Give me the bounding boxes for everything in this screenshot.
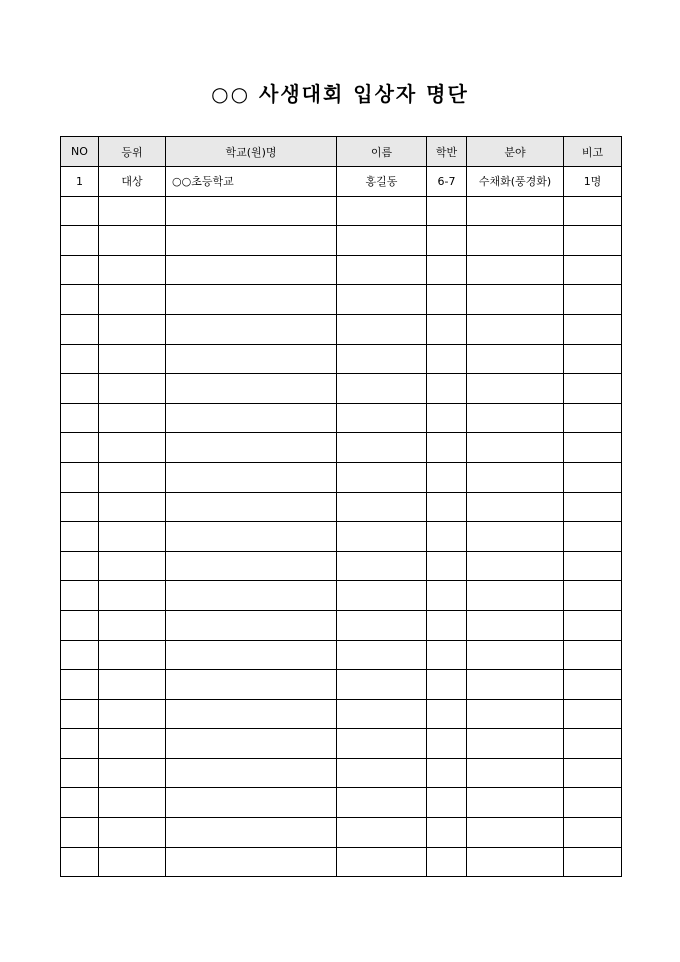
cell-no — [61, 818, 99, 848]
cell-rank — [99, 344, 166, 374]
cell-note — [564, 492, 622, 522]
cell-rank — [99, 374, 166, 404]
cell-school: ○○초등학교 — [166, 167, 337, 197]
cell-rank — [99, 551, 166, 581]
table-row — [61, 344, 622, 374]
cell-rank — [99, 729, 166, 759]
cell-rank — [99, 255, 166, 285]
cell-no — [61, 433, 99, 463]
table-row — [61, 462, 622, 492]
cell-note — [564, 818, 622, 848]
cell-no — [61, 729, 99, 759]
cell-category — [467, 403, 564, 433]
cell-no — [61, 374, 99, 404]
cell-school — [166, 492, 337, 522]
cell-school — [166, 758, 337, 788]
cell-category — [467, 314, 564, 344]
table-row — [61, 522, 622, 552]
cell-class — [427, 226, 467, 256]
table-row — [61, 226, 622, 256]
cell-no — [61, 344, 99, 374]
cell-class — [427, 847, 467, 877]
cell-note — [564, 462, 622, 492]
header-category: 분야 — [467, 137, 564, 167]
table-row — [61, 581, 622, 611]
cell-no — [61, 255, 99, 285]
header-rank: 등위 — [99, 137, 166, 167]
cell-school — [166, 285, 337, 315]
cell-category — [467, 670, 564, 700]
cell-note — [564, 670, 622, 700]
cell-school — [166, 433, 337, 463]
cell-name — [337, 285, 427, 315]
cell-school — [166, 729, 337, 759]
cell-school — [166, 788, 337, 818]
cell-rank — [99, 196, 166, 226]
cell-rank — [99, 226, 166, 256]
cell-class — [427, 374, 467, 404]
cell-school — [166, 818, 337, 848]
header-no: NO — [61, 137, 99, 167]
cell-class — [427, 729, 467, 759]
table-row — [61, 314, 622, 344]
cell-note — [564, 522, 622, 552]
cell-rank — [99, 522, 166, 552]
table-row — [61, 255, 622, 285]
table-row — [61, 758, 622, 788]
cell-rank — [99, 403, 166, 433]
header-class: 학반 — [427, 137, 467, 167]
cell-no — [61, 610, 99, 640]
cell-rank — [99, 285, 166, 315]
cell-school — [166, 344, 337, 374]
table-row — [61, 670, 622, 700]
cell-note — [564, 581, 622, 611]
cell-note — [564, 285, 622, 315]
cell-category — [467, 581, 564, 611]
cell-class — [427, 610, 467, 640]
cell-no — [61, 640, 99, 670]
cell-rank — [99, 492, 166, 522]
cell-class — [427, 788, 467, 818]
cell-class — [427, 640, 467, 670]
cell-name — [337, 847, 427, 877]
cell-category — [467, 729, 564, 759]
table-row — [61, 167, 622, 197]
cell-no — [61, 670, 99, 700]
cell-class — [427, 522, 467, 552]
cell-name — [337, 788, 427, 818]
cell-note — [564, 433, 622, 463]
cell-name — [337, 699, 427, 729]
cell-rank — [99, 818, 166, 848]
cell-name: 홍길동 — [337, 167, 427, 197]
table-row — [61, 196, 622, 226]
cell-note — [564, 788, 622, 818]
cell-category — [467, 462, 564, 492]
cell-note — [564, 344, 622, 374]
cell-note — [564, 226, 622, 256]
cell-school — [166, 374, 337, 404]
cell-no — [61, 758, 99, 788]
cell-school — [166, 699, 337, 729]
cell-school — [166, 314, 337, 344]
cell-category — [467, 522, 564, 552]
cell-name — [337, 374, 427, 404]
cell-name — [337, 226, 427, 256]
cell-class: 6-7 — [427, 167, 467, 197]
cell-class — [427, 581, 467, 611]
table-row — [61, 847, 622, 877]
cell-note — [564, 847, 622, 877]
cell-name — [337, 522, 427, 552]
table-row — [61, 610, 622, 640]
cell-name — [337, 403, 427, 433]
cell-name — [337, 670, 427, 700]
page-title: ○○ 사생대회 입상자 명단 — [211, 82, 469, 106]
cell-no — [61, 196, 99, 226]
cell-rank — [99, 847, 166, 877]
cell-category: 수채화(풍경화) — [467, 167, 564, 197]
cell-class — [427, 314, 467, 344]
cell-name — [337, 610, 427, 640]
table-row — [61, 433, 622, 463]
cell-category — [467, 255, 564, 285]
cell-school — [166, 522, 337, 552]
cell-name — [337, 551, 427, 581]
cell-no — [61, 522, 99, 552]
cell-note: 1명 — [564, 167, 622, 197]
cell-name — [337, 344, 427, 374]
cell-note — [564, 551, 622, 581]
cell-name — [337, 492, 427, 522]
cell-school — [166, 640, 337, 670]
cell-name — [337, 255, 427, 285]
cell-class — [427, 462, 467, 492]
cell-name — [337, 758, 427, 788]
cell-rank — [99, 581, 166, 611]
cell-class — [427, 818, 467, 848]
cell-name — [337, 818, 427, 848]
table-row — [61, 285, 622, 315]
cell-no — [61, 788, 99, 818]
cell-name — [337, 462, 427, 492]
table-row — [61, 492, 622, 522]
cell-class — [427, 344, 467, 374]
header-note: 비고 — [564, 137, 622, 167]
cell-category — [467, 818, 564, 848]
table-row — [61, 551, 622, 581]
cell-category — [467, 699, 564, 729]
cell-category — [467, 847, 564, 877]
cell-name — [337, 581, 427, 611]
cell-school — [166, 403, 337, 433]
cell-category — [467, 788, 564, 818]
cell-class — [427, 255, 467, 285]
header-name: 이름 — [337, 137, 427, 167]
cell-no — [61, 285, 99, 315]
cell-note — [564, 610, 622, 640]
cell-school — [166, 551, 337, 581]
cell-school — [166, 670, 337, 700]
cell-rank — [99, 788, 166, 818]
table-header-row — [61, 137, 622, 167]
cell-category — [467, 492, 564, 522]
table-row — [61, 403, 622, 433]
cell-note — [564, 314, 622, 344]
cell-no — [61, 314, 99, 344]
cell-rank — [99, 670, 166, 700]
cell-name — [337, 314, 427, 344]
cell-no — [61, 581, 99, 611]
cell-rank — [99, 314, 166, 344]
cell-name — [337, 196, 427, 226]
cell-class — [427, 492, 467, 522]
cell-no — [61, 551, 99, 581]
cell-rank — [99, 610, 166, 640]
cell-school — [166, 255, 337, 285]
table-row — [61, 699, 622, 729]
winners-table — [60, 136, 622, 877]
cell-no — [61, 226, 99, 256]
cell-note — [564, 196, 622, 226]
cell-rank — [99, 640, 166, 670]
table-row — [61, 729, 622, 759]
header-school: 학교(원)명 — [166, 137, 337, 167]
cell-school — [166, 581, 337, 611]
cell-note — [564, 255, 622, 285]
cell-class — [427, 758, 467, 788]
table-row — [61, 640, 622, 670]
cell-class — [427, 670, 467, 700]
cell-no: 1 — [61, 167, 99, 197]
cell-no — [61, 462, 99, 492]
cell-category — [467, 640, 564, 670]
cell-note — [564, 699, 622, 729]
cell-no — [61, 699, 99, 729]
cell-note — [564, 403, 622, 433]
cell-school — [166, 226, 337, 256]
cell-rank — [99, 433, 166, 463]
cell-category — [467, 285, 564, 315]
cell-school — [166, 847, 337, 877]
cell-no — [61, 492, 99, 522]
cell-class — [427, 403, 467, 433]
cell-note — [564, 640, 622, 670]
cell-rank — [99, 462, 166, 492]
cell-note — [564, 374, 622, 404]
cell-category — [467, 344, 564, 374]
cell-class — [427, 196, 467, 226]
table-row — [61, 818, 622, 848]
cell-rank — [99, 699, 166, 729]
cell-category — [467, 551, 564, 581]
cell-name — [337, 729, 427, 759]
cell-rank — [99, 758, 166, 788]
cell-class — [427, 699, 467, 729]
cell-class — [427, 285, 467, 315]
cell-category — [467, 374, 564, 404]
table-row — [61, 788, 622, 818]
cell-no — [61, 403, 99, 433]
cell-category — [467, 758, 564, 788]
cell-name — [337, 433, 427, 463]
cell-note — [564, 758, 622, 788]
cell-school — [166, 610, 337, 640]
cell-school — [166, 462, 337, 492]
cell-rank: 대상 — [99, 167, 166, 197]
cell-category — [467, 433, 564, 463]
cell-class — [427, 551, 467, 581]
cell-category — [467, 226, 564, 256]
cell-name — [337, 640, 427, 670]
cell-category — [467, 196, 564, 226]
cell-category — [467, 610, 564, 640]
cell-class — [427, 433, 467, 463]
cell-note — [564, 729, 622, 759]
cell-school — [166, 196, 337, 226]
cell-no — [61, 847, 99, 877]
table-row — [61, 374, 622, 404]
